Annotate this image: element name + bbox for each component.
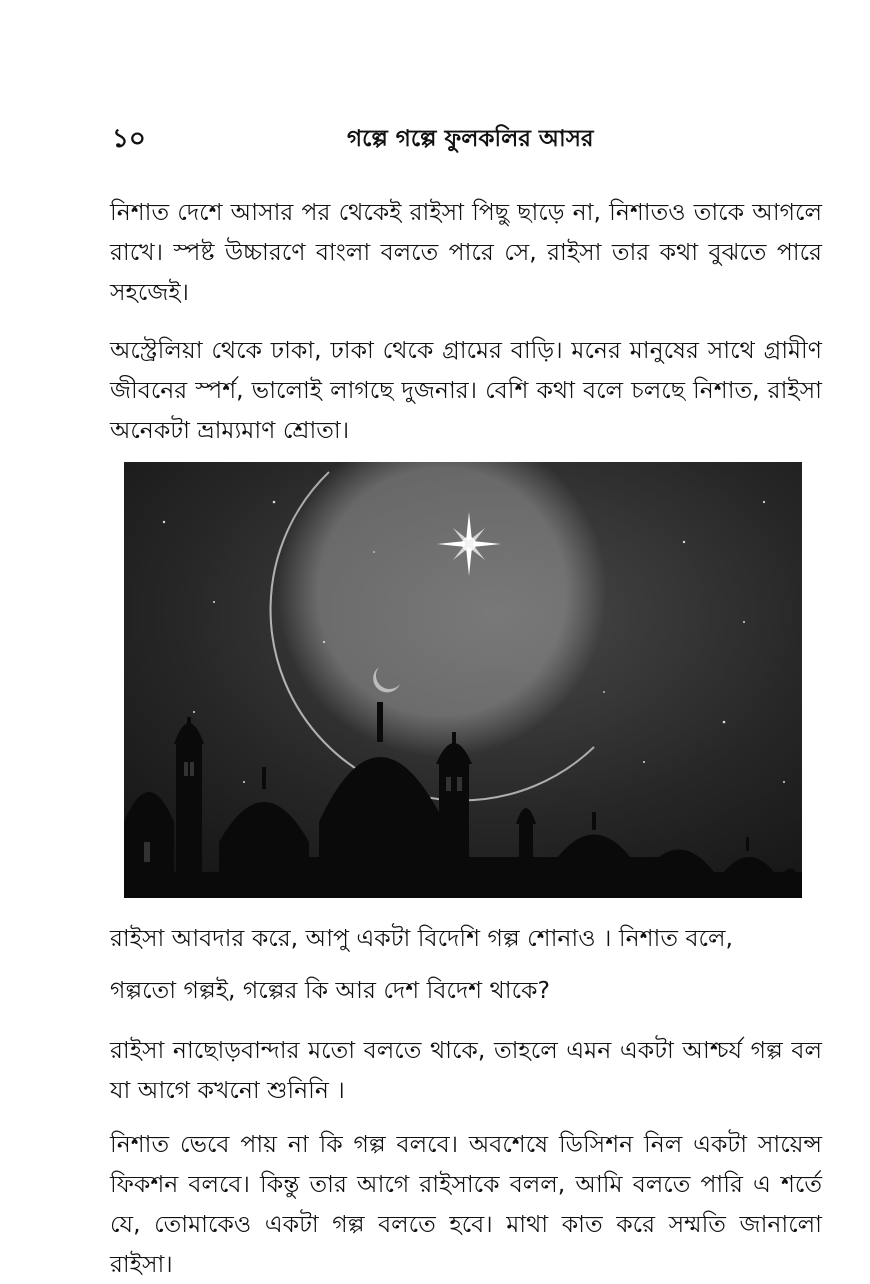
book-title: গল্পে গল্পে ফুলকলির আসর (347, 126, 594, 152)
paragraph-5: রাইসা নাছোড়বান্দার মতো বলতে থাকে, তাহলে এমন একটা আশ্চর্য গল্প বল যা আগে কখনো শুনিনি । (110, 1036, 822, 1104)
page-number: ১০ (112, 124, 146, 154)
paragraph-6: নিশাত ভেবে পায় না কি গল্প বলবে। অবশেষে ডিসিশন নিল একটা সায়েন্স ফিকশন বলবে। কিন্তু তার আগে রাইসাকে বলল, আমি বলতে পারি এ শর্তে যে, তোমাকেও একটা গল্প বলতে হবে। মাথা কাত করে সম্মতি জানালো রাইসা। (110, 1130, 822, 1278)
paragraph-3: রাইসা আবদার করে, আপু একটা বিদেশি গল্প শোনাও । নিশাত বলে, (110, 924, 733, 952)
paragraph-1: নিশাত দেশে আসার পর থেকেই রাইসা পিছু ছাড়ে না, নিশাতও তাকে আগলে রাখে। স্পষ্ট উচ্চারণে বাংলা বলতে পারে সে, রাইসা তার কথা বুঝতে পারে সহজেই। (110, 198, 822, 306)
paragraph-2: অস্ট্রেলিয়া থেকে ঢাকা, ঢাকা থেকে গ্রামের বাড়ি। মনের মানুষের সাথে গ্রামীণ জীবনের স্পর্শ, ভালোই লাগছে দুজনার। বেশি কথা বলে চলছে নিশাত, রাইসা অনেকটা ভ্রাম্যমাণ শ্রোতা। (110, 336, 822, 444)
page-header (112, 118, 812, 158)
mosque-crescent-image (124, 462, 802, 898)
paragraph-4: গল্পতো গল্পই, গল্পের কি আর দেশ বিদেশ থাকে? (110, 976, 550, 1004)
mosque-crescent-illustration (124, 462, 802, 898)
